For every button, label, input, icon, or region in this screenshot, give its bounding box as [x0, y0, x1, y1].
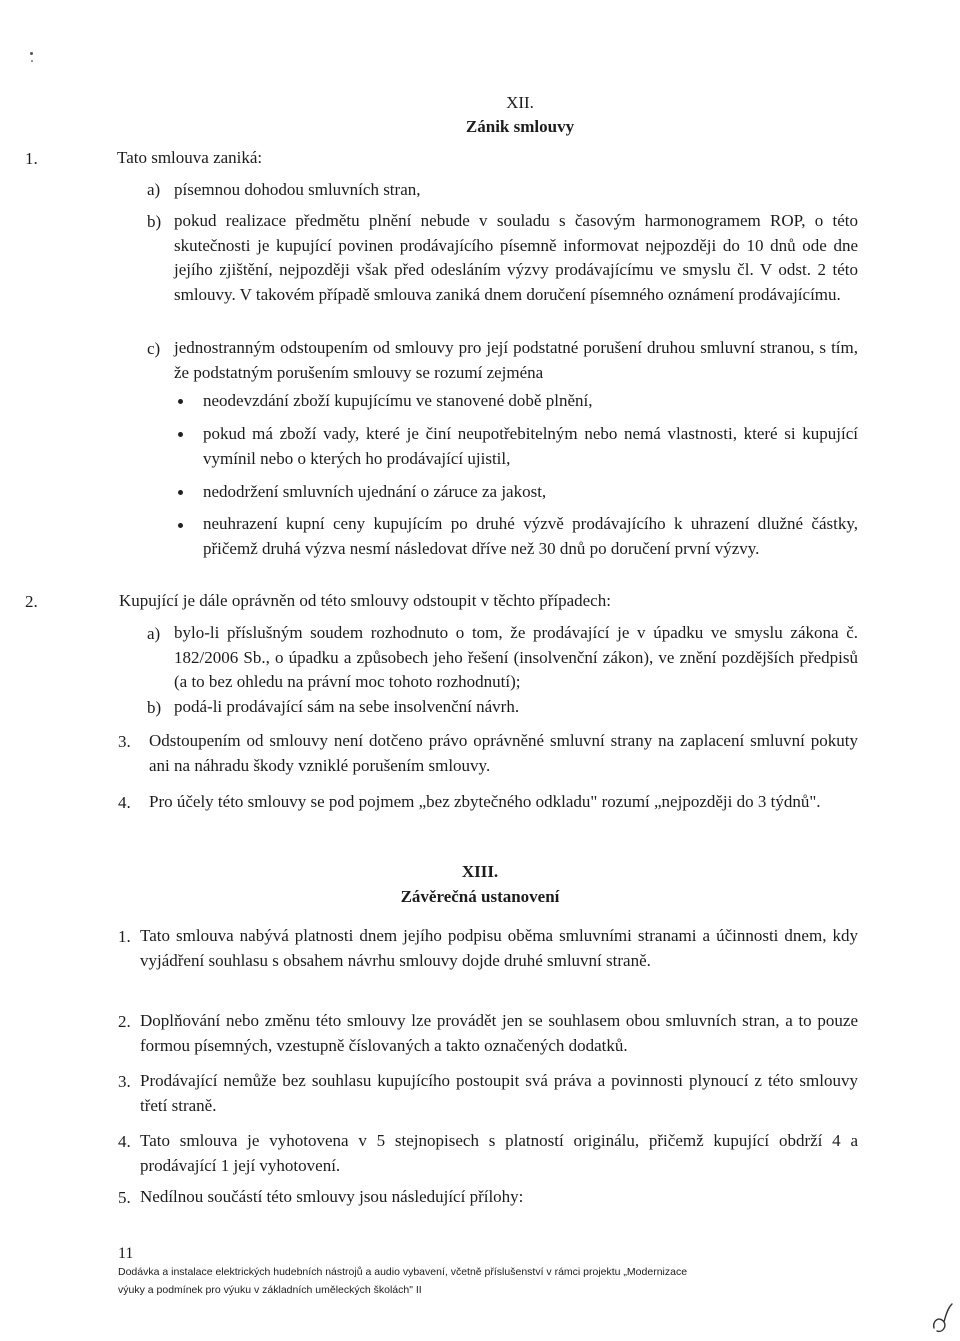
item-text: Odstoupením od smlouvy není dotčeno právo oprávněné smluvní strany na zaplacení smluvní pokuty ani na náhradu škody vzniklé porušením smlouvy.	[149, 731, 858, 775]
sub-label: a)	[147, 624, 161, 643]
item-intro: Tato smlouva zaniká:	[117, 148, 263, 167]
bullet-icon	[178, 523, 183, 528]
item-text: Prodávající nemůže bez souhlasu kupujícího postoupit svá práva a povinnosti plynoucí z této smlouvy třetí straně.	[140, 1071, 858, 1115]
sub-label: b)	[147, 212, 162, 231]
sub-item-text: pokud realizace předmětu plnění nebude v souladu s časovým harmonogramem ROP, o této skutečnosti je kupující povinen prodávajícího písemně informovat nejpozději do 10 dnů ode dne jejího zjištění, nejpozději však před odesláním výzvy prodávajícímu ve smyslu čl. V odst. 2 této smlouvy. V takovém případě smlouva zaniká dnem doručení písemného oznámení prodávajícímu.	[174, 211, 858, 304]
sub-label: c)	[147, 339, 161, 358]
item-number: 4.	[118, 793, 131, 812]
bullet-text: nedodržení smluvních ujednání o záruce za jakost,	[203, 482, 547, 501]
item-number: 2.	[25, 592, 38, 611]
scan-speck	[31, 60, 33, 62]
bullet-text: pokud má zboží vady, které je činí neupotřebitelným nebo nemá vlastnosti, které si kupující vymínil nebo o kterých ho prodávající ujistil,	[203, 424, 858, 468]
bullet-icon	[178, 399, 183, 404]
item-number: 1.	[25, 149, 38, 168]
item-number: 3.	[118, 732, 131, 751]
footer-line: výuky a podmínek pro výuku v základních uměleckých školách" II	[118, 1284, 422, 1296]
bullet-icon	[178, 432, 183, 437]
page-number: 11	[118, 1245, 134, 1262]
sub-item-text: písemnou dohodou smluvních stran,	[174, 180, 421, 199]
item-text: Pro účely této smlouvy se pod pojmem „bez zbytečného odkladu" rozumí „nejpozději do 3 týdnů".	[149, 792, 821, 811]
section-xii-number: XII.	[506, 93, 534, 112]
sub-label: b)	[147, 698, 162, 717]
sub-item-text: jednostranným odstoupením od smlouvy pro její podstatné porušení druhou smluvní stranou, s tím, že podstatným porušením smlouvy se rozumí zejména	[174, 338, 858, 382]
bullet-icon	[178, 490, 183, 495]
item-text: Doplňování nebo změnu této smlouvy lze provádět jen se souhlasem obou smluvních stran, a to pouze formou písemných, vzestupně číslovaných a takto označených dodatků.	[140, 1011, 858, 1055]
section-xiii-title: Závěrečná ustanovení	[400, 887, 560, 906]
item-intro: Kupující je dále oprávněn od této smlouvy odstoupit v těchto případech:	[119, 591, 611, 610]
footer-line: Dodávka a instalace elektrických hudebních nástrojů a audio vybavení, včetně příslušenství v rámci projektu „Modernizace	[118, 1266, 688, 1278]
item-text: Nedílnou součástí této smlouvy jsou následující přílohy:	[140, 1187, 524, 1206]
sub-item-text: bylo-li příslušným soudem rozhodnuto o tom, že prodávající je v úpadku ve smyslu zákona č. 182/2006 Sb., o úpadku a způsobech jeho řešení (insolvenční zákon), ve znění pozdějších předpisů (a to bez ohledu na právní moc tohoto rozhodnutí);	[174, 623, 858, 691]
section-xiii-number: XIII.	[461, 862, 499, 881]
item-number: 2.	[118, 1012, 131, 1031]
handwritten-initial-icon	[930, 1300, 956, 1336]
sub-item-text: podá-li prodávající sám na sebe insolvenční návrh.	[174, 697, 520, 716]
item-text: Tato smlouva nabývá platnosti dnem jejího podpisu oběma smluvními stranami a účinnosti dnem, kdy vyjádření souhlasu s obsahem návrhu smlouvy dojde druhé smluvní straně.	[140, 926, 858, 970]
item-text: Tato smlouva je vyhotovena v 5 stejnopisech s platností originálu, přičemž kupující obdrží 4 a prodávající 1 její vyhotovení.	[140, 1131, 858, 1175]
item-number: 4.	[118, 1132, 131, 1151]
scan-speck	[30, 52, 33, 55]
bullet-text: neuhrazení kupní ceny kupujícím po druhé výzvě prodávajícího k uhrazení dlužné částky, přičemž druhá výzva nesmí následovat dříve než 30 dnů po doručení první výzvy.	[203, 514, 858, 558]
section-xii-title: Zánik smlouvy	[465, 117, 575, 136]
item-number: 3.	[118, 1072, 131, 1091]
item-number: 5.	[118, 1188, 131, 1207]
item-number: 1.	[118, 927, 131, 946]
bullet-text: neodevzdání zboží kupujícímu ve stanovené době plnění,	[203, 391, 593, 410]
sub-label: a)	[147, 180, 161, 199]
